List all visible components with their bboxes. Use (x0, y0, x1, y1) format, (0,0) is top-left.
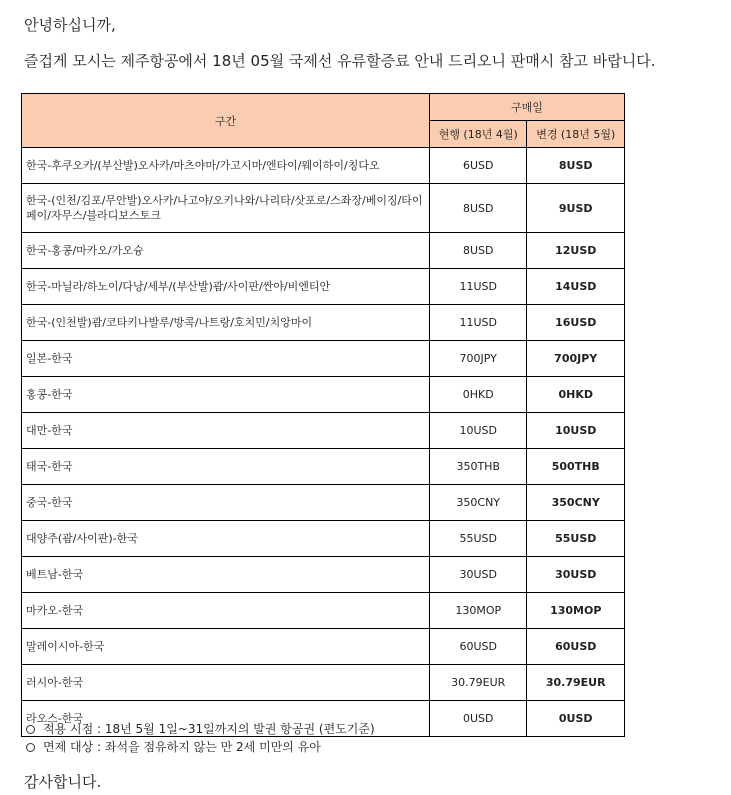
route-cell: 중국-한국 (22, 485, 430, 521)
changed-cell: 350CNY (527, 485, 625, 521)
circle-bullet-icon (26, 725, 35, 734)
current-cell: 55USD (430, 521, 527, 557)
changed-cell: 8USD (527, 148, 625, 184)
route-cell: 한국-(인천/김포/무안발)오사카/나고야/오키나와/나리타/삿포로/스좌장/베이징/타이페이/자무스/블라디보스토크 (22, 184, 430, 233)
table-row (22, 557, 625, 593)
route-cell: 베트남-한국 (22, 557, 430, 593)
table-row (22, 233, 625, 269)
changed-cell: 9USD (527, 184, 625, 233)
changed-cell: 700JPY (527, 341, 625, 377)
route-cell: 말레이시아-한국 (22, 629, 430, 665)
current-cell: 350CNY (430, 485, 527, 521)
changed-cell: 16USD (527, 305, 625, 341)
table-row (22, 449, 625, 485)
changed-cell: 12USD (527, 233, 625, 269)
current-cell: 30.79EUR (430, 665, 527, 701)
current-cell: 60USD (430, 629, 527, 665)
current-cell: 0USD (430, 701, 527, 737)
header-current: 현행 (18년 4월) (430, 121, 527, 148)
current-cell: 10USD (430, 413, 527, 449)
note-text: 면제 대상 : 좌석을 점유하지 않는 만 2세 미만의 유아 (43, 740, 321, 754)
route-cell: 라오스-한국 (22, 701, 430, 737)
notes-list (26, 720, 375, 756)
route-cell: 홍콩-한국 (22, 377, 430, 413)
route-cell: 일본-한국 (22, 341, 430, 377)
route-cell: 한국-마닐라/하노이/다낭/세부/(부산발)괌/사이판/싼야/비엔티안 (22, 269, 430, 305)
route-cell: 한국-(인천발)괌/코타키나발루/방콕/나트랑/호치민/치앙마이 (22, 305, 430, 341)
intro-text: 즐겁게 모시는 제주항공에서 18년 05월 국제선 유류할증료 안내 드리오니 판매시 참고 바랍니다. (24, 52, 656, 70)
current-cell: 130MOP (430, 593, 527, 629)
route-cell: 대만-한국 (22, 413, 430, 449)
changed-cell: 60USD (527, 629, 625, 665)
header-purchase-date: 구매일 (430, 94, 625, 121)
current-cell: 11USD (430, 269, 527, 305)
table-row (22, 269, 625, 305)
changed-cell: 30USD (527, 557, 625, 593)
closing-text: 감사합니다. (24, 773, 102, 791)
table-row (22, 413, 625, 449)
table-row (22, 184, 625, 233)
changed-cell: 14USD (527, 269, 625, 305)
changed-cell: 0USD (527, 701, 625, 737)
greeting: 안녕하십니까, (24, 16, 116, 34)
table-row (22, 341, 625, 377)
changed-cell: 55USD (527, 521, 625, 557)
note-text: 적용 시점 : 18년 5월 1일~31일까지의 발권 항공권 (편도기준) (43, 722, 375, 736)
current-cell: 8USD (430, 184, 527, 233)
table-row (22, 148, 625, 184)
changed-cell: 0HKD (527, 377, 625, 413)
table-row (22, 377, 625, 413)
route-cell: 대양주(괌/사이판)-한국 (22, 521, 430, 557)
changed-cell: 10USD (527, 413, 625, 449)
header-changed: 변경 (18년 5월) (527, 121, 625, 148)
route-cell: 한국-홍콩/마카오/가오슝 (22, 233, 430, 269)
route-cell: 태국-한국 (22, 449, 430, 485)
table-row (22, 593, 625, 629)
current-cell: 0HKD (430, 377, 527, 413)
note-item (26, 738, 375, 756)
circle-bullet-icon (26, 743, 35, 752)
table-row (22, 521, 625, 557)
current-cell: 350THB (430, 449, 527, 485)
table-row (22, 305, 625, 341)
note-item (26, 720, 375, 738)
route-cell: 마카오-한국 (22, 593, 430, 629)
current-cell: 700JPY (430, 341, 527, 377)
table-row (22, 485, 625, 521)
table-row (22, 629, 625, 665)
current-cell: 30USD (430, 557, 527, 593)
changed-cell: 500THB (527, 449, 625, 485)
changed-cell: 30.79EUR (527, 665, 625, 701)
current-cell: 6USD (430, 148, 527, 184)
header-route: 구간 (22, 94, 430, 148)
route-cell: 한국-후쿠오카/(부산발)오사카/마츠야마/가고시마/엔타이/웨이하이/칭다오 (22, 148, 430, 184)
table-row (22, 665, 625, 701)
current-cell: 11USD (430, 305, 527, 341)
fuel-surcharge-table (21, 93, 625, 737)
changed-cell: 130MOP (527, 593, 625, 629)
route-cell: 러시아-한국 (22, 665, 430, 701)
current-cell: 8USD (430, 233, 527, 269)
